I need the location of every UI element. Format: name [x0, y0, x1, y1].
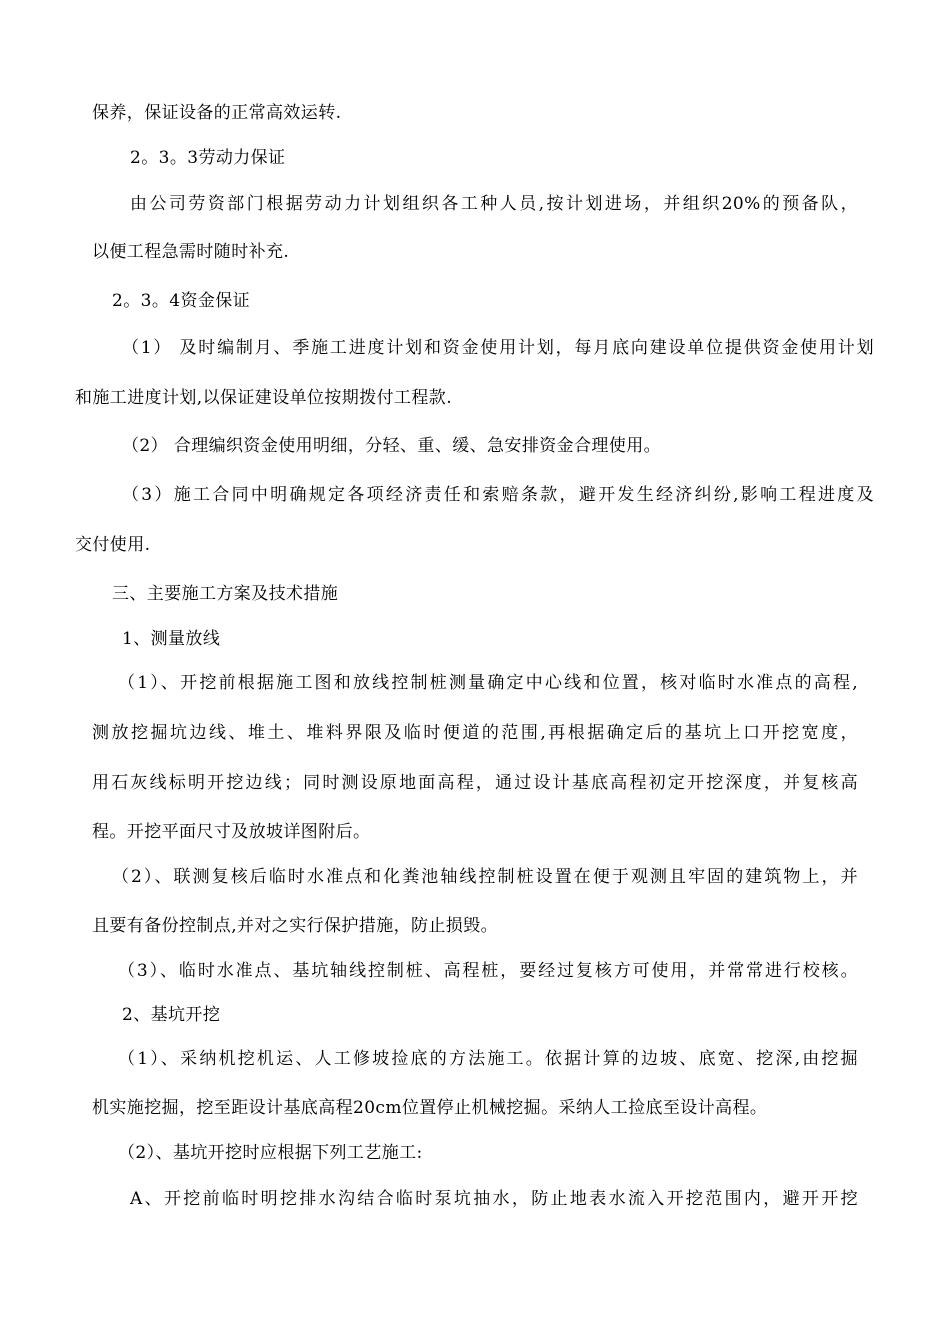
section-heading-2-3-3: 2。3。3劳动力保证 — [130, 148, 286, 168]
text-line: （3）施工合同中明确规定各项经济责任和索赔条款，避开发生经济纠纷,影响工程进度及 — [122, 485, 874, 505]
section-heading-2: 2、基坑开挖 — [122, 1005, 221, 1025]
text-line: （1） 及时编制月、季施工进度计划和资金使用计划，每月底向建设单位提供资金使用计划 — [122, 338, 874, 358]
text-line: 且要有备份控制点,并对之实行保护措施，防止损毁。 — [92, 916, 499, 936]
section-heading-1: 1、测量放线 — [122, 629, 221, 649]
text-line: （2）、联测复核后临时水准点和化粪池轴线控制桩设置在便于观测且牢固的建筑物上，并 — [112, 867, 858, 887]
text-line: 保养，保证设备的正常高效运转. — [92, 103, 342, 123]
text-line: 机实施挖掘，挖至距设计基底高程20cm位置停止机械挖掘。采纳人工捡底至设计高程。 — [92, 1098, 768, 1118]
text-line: （2） 合理编织资金使用明细，分轻、重、缓、急安排资金合理使用。 — [122, 436, 662, 456]
text-line: 用石灰线标明开挖边线；同时测设原地面高程，通过设计基底高程初定开挖深度，并复核高 — [92, 773, 858, 793]
text-line: 程。开挖平面尺寸及放坡详图附后。 — [92, 822, 371, 842]
text-line: （2）、基坑开挖时应根据下列工艺施工: — [118, 1143, 423, 1163]
text-line: （1）、开挖前根据施工图和放线控制桩测量确定中心线和位置，核对临时水准点的高程, — [118, 673, 858, 693]
text-line: 以便工程急需时随时补充. — [92, 242, 290, 262]
chapter-heading: 三、主要施工方案及技术措施 — [112, 584, 339, 604]
section-heading-2-3-4: 2。3。4资金保证 — [112, 291, 251, 311]
text-line: 和施工进度计划,以保证建设单位按期拨付工程款. — [75, 388, 453, 408]
text-line: A、开挖前临时明挖排水沟结合临时泵坑抽水，防止地表水流入开挖范围内，避开开挖 — [130, 1189, 858, 1209]
text-line: （1）、采纳机挖机运、人工修坡捡底的方法施工。依据计算的边坡、底宽、挖深,由挖掘 — [118, 1049, 858, 1069]
text-line: 测放挖掘坑边线、堆土、堆料界限及临时便道的范围,再根据确定后的基坑上口开挖宽度， — [92, 723, 858, 743]
text-line: （3）、临时水准点、基坑轴线控制桩、高程桩，要经过复核方可使用，并常常进行校核。 — [118, 961, 858, 981]
text-line: 由公司劳资部门根据劳动力计划组织各工种人员,按计划进场，并组织20%的预备队， — [130, 194, 858, 214]
text-line: 交付使用. — [75, 535, 151, 555]
